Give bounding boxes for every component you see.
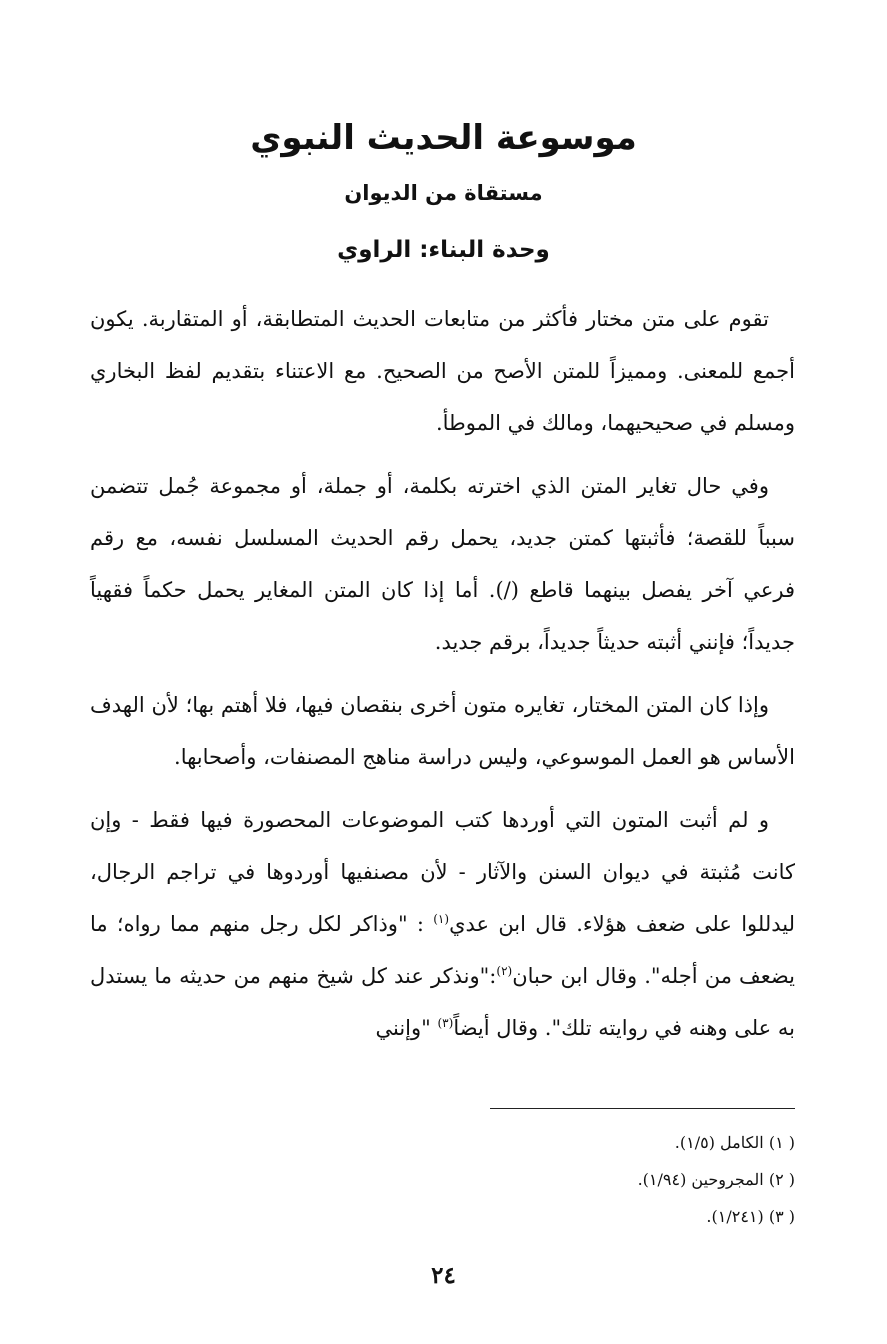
paragraph-3: وإذا كان المتن المختار، تغايره متون أخرى بنقصان فيها، فلا أهتم بها؛ لأن الهدف الأساس هو العمل الموسوعي، وليس دراسة مناهج المصنفات، وأصحابها.	[90, 693, 795, 769]
section-heading: وحدة البناء: الراوي	[337, 237, 550, 263]
footnote-ref-1[interactable]: (١)	[433, 912, 450, 926]
footnote-1: ( ١) الكامل (١/٥).	[674, 1133, 795, 1152]
paragraph-4-part-3: :"ونذكر عند كل شيخ منهم من حديثه ما يستدل به على وهنه في روايته تلك". وقال أيضاً	[90, 964, 795, 1040]
paragraph-2: وفي حال تغاير المتن الذي اخترته بكلمة، أو جملة، أو مجموعة جُمل تتضمن سبباً للقصة؛ فأثبتها كمتن جديد، يحمل رقم الحديث المسلسل نفسه، مع رقم فرعي آخر يفصل بينهما قاطع (/). أما إذا كان المتن المغاير يحمل حكماً فقهياً جديداً؛ فإنني أثبته حديثاً جديداً، برقم جديد.	[90, 474, 795, 654]
paragraph-4-part-2: : "وذاكر لكل رجل منهم مما رواه؛ ما يضعف من أجله". وقال ابن حبان	[90, 912, 795, 988]
paragraph-4	[90, 794, 795, 1054]
book-subtitle: مستقاة من الديوان	[344, 181, 543, 205]
main-text	[90, 293, 795, 1065]
footnotes	[90, 1124, 795, 1235]
page-number: ٢٤	[431, 1262, 456, 1289]
footnote-2: ( ٢) المجروحين (١/٩٤).	[637, 1170, 795, 1189]
footnote-3: ( ٣) (١/٢٤١).	[706, 1207, 795, 1226]
footnote-separator	[490, 1108, 795, 1109]
paragraph-4-part-1: و لم أثبت المتون التي أوردها كتب الموضوعات المحصورة فيها فقط - وإن كانت مُثبتة في ديوان السنن والآثار - لأن مصنفيها أوردوها في تراجم الرجال، ليدللوا على ضعف هؤلاء. قال ابن عدي	[90, 808, 795, 936]
footnote-ref-3[interactable]: (٣)	[437, 1016, 454, 1030]
footnote-ref-2[interactable]: (٢)	[496, 964, 513, 978]
book-title: موسوعة الحديث النبوي	[250, 118, 637, 158]
paragraph-1: تقوم على متن مختار فأكثر من متابعات الحديث المتطابقة، أو المتقاربة. يكون أجمع للمعنى. ومميزاً للمتن الأصح من الصحيح. مع الاعتناء بتقديم لفظ البخاري ومسلم في صحيحيهما، ومالك في الموطأ.	[90, 307, 795, 435]
paragraph-4-part-4: "وإنني	[375, 1016, 438, 1040]
